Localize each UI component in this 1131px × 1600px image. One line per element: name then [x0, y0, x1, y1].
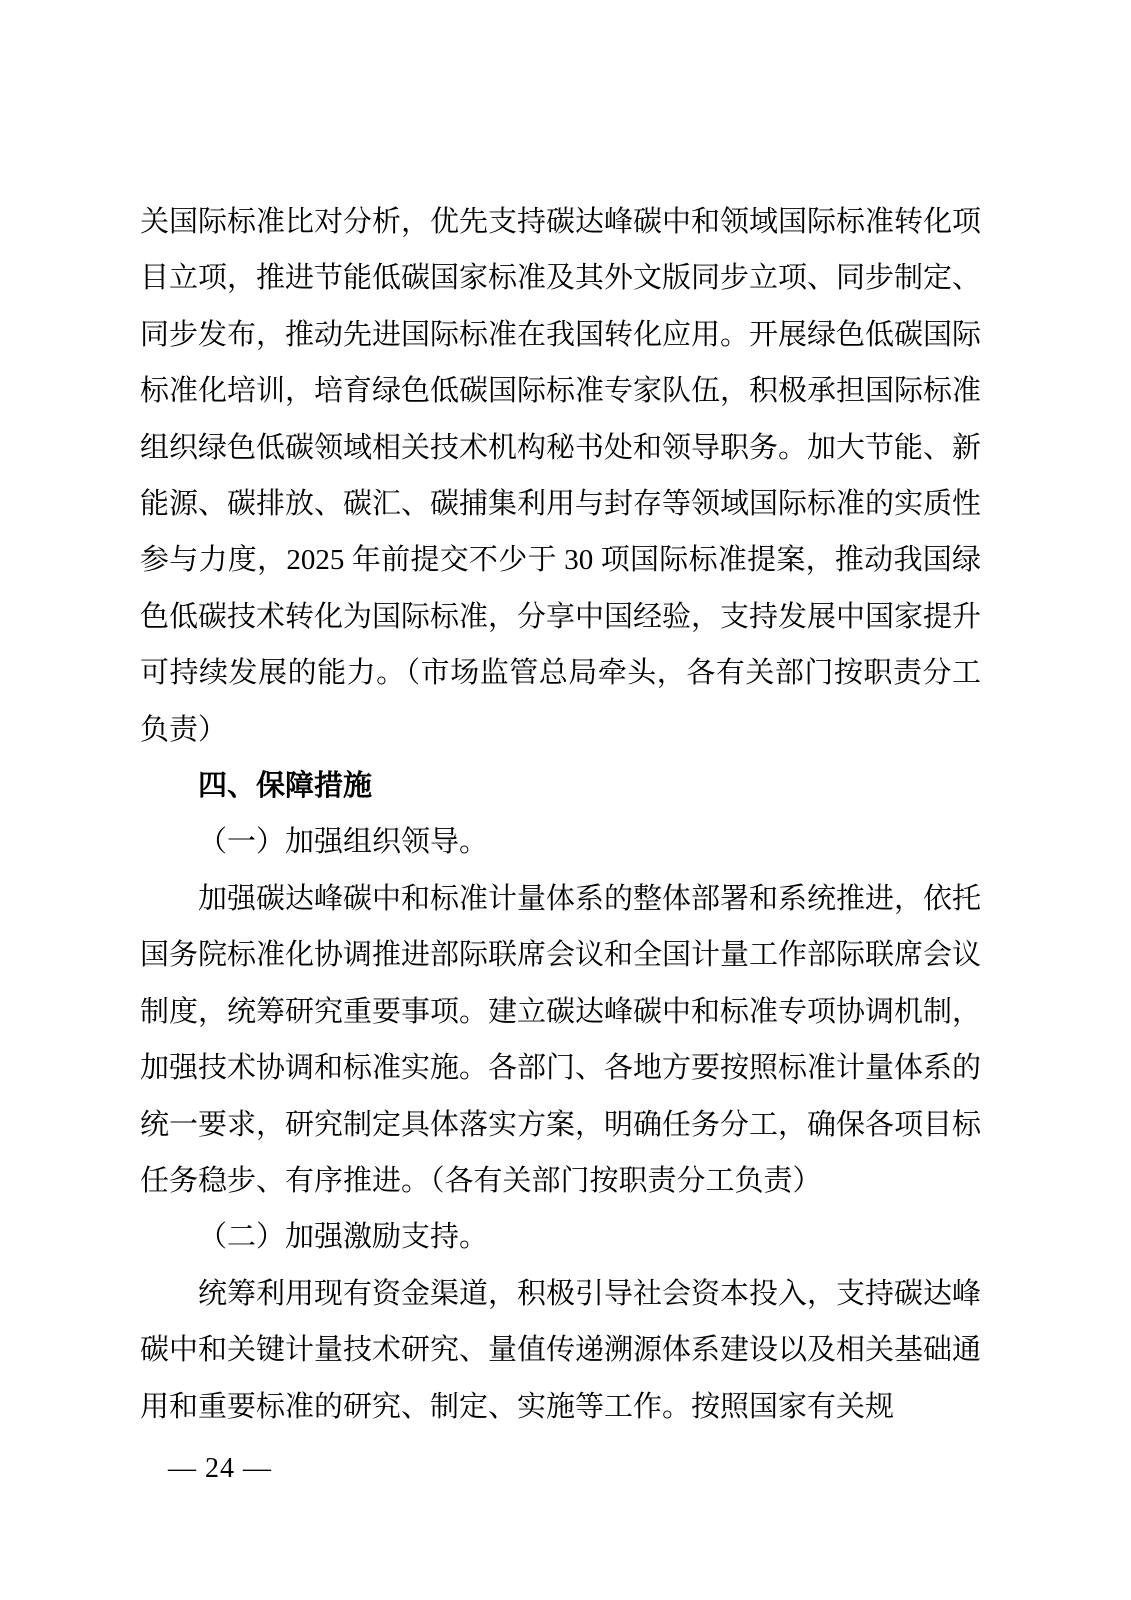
subsection-heading-1: （一）加强组织领导。	[198, 826, 489, 859]
page-number: — 24 —	[168, 1453, 272, 1484]
paragraph-continuation: 关国际标准比对分析，优先支持碳达峰碳中和领域国际标准转化项目立项，推进节能低碳国家标准及其外文版同步立项、同步制定、同步发布，推动先进国际标准在我国转化应用。开展绿色低碳国际标准化培训，培育绿色低碳国际标准专家队伍，积极承担国际标准组织绿色低碳领域相关技术机构秘书处和领导职务。加大节能、新能源、碳排放、碳汇、碳捕集利用与封存等领域国际标准的实质性参与力度，2025 年前提交不少于 30 项国际标准提案，推动我国绿色低碳技术转化为国际标准，分享中国经验，支持发展中国家提升可持续发展的能力。（市场监管总局牵头，各有关部门按职责分工负责）	[140, 206, 982, 746]
section-heading-4: 四、保障措施	[198, 770, 373, 803]
subsection-heading-2: （二）加强激励支持。	[198, 1221, 489, 1254]
document-body	[140, 194, 981, 1435]
paragraph-organization-leadership: 加强碳达峰碳中和标准计量体系的整体部署和系统推进，依托国务院标准化协调推进部际联席会议和全国计量工作部际联席会议制度，统筹研究重要事项。建立碳达峰碳中和标准专项协调机制，加强技术协调和标准实施。各部门、各地方要按照标准计量体系的统一要求，研究制定具体落实方案，明确任务分工，确保各项目标任务稳步、有序推进。（各有关部门按职责分工负责）	[140, 882, 982, 1197]
paragraph-incentive-support: 统筹利用现有资金渠道，积极引导社会资本投入，支持碳达峰碳中和关键计量技术研究、量值传递溯源体系建设以及相关基础通用和重要标准的研究、制定、实施等工作。按照国家有关规	[140, 1277, 982, 1423]
